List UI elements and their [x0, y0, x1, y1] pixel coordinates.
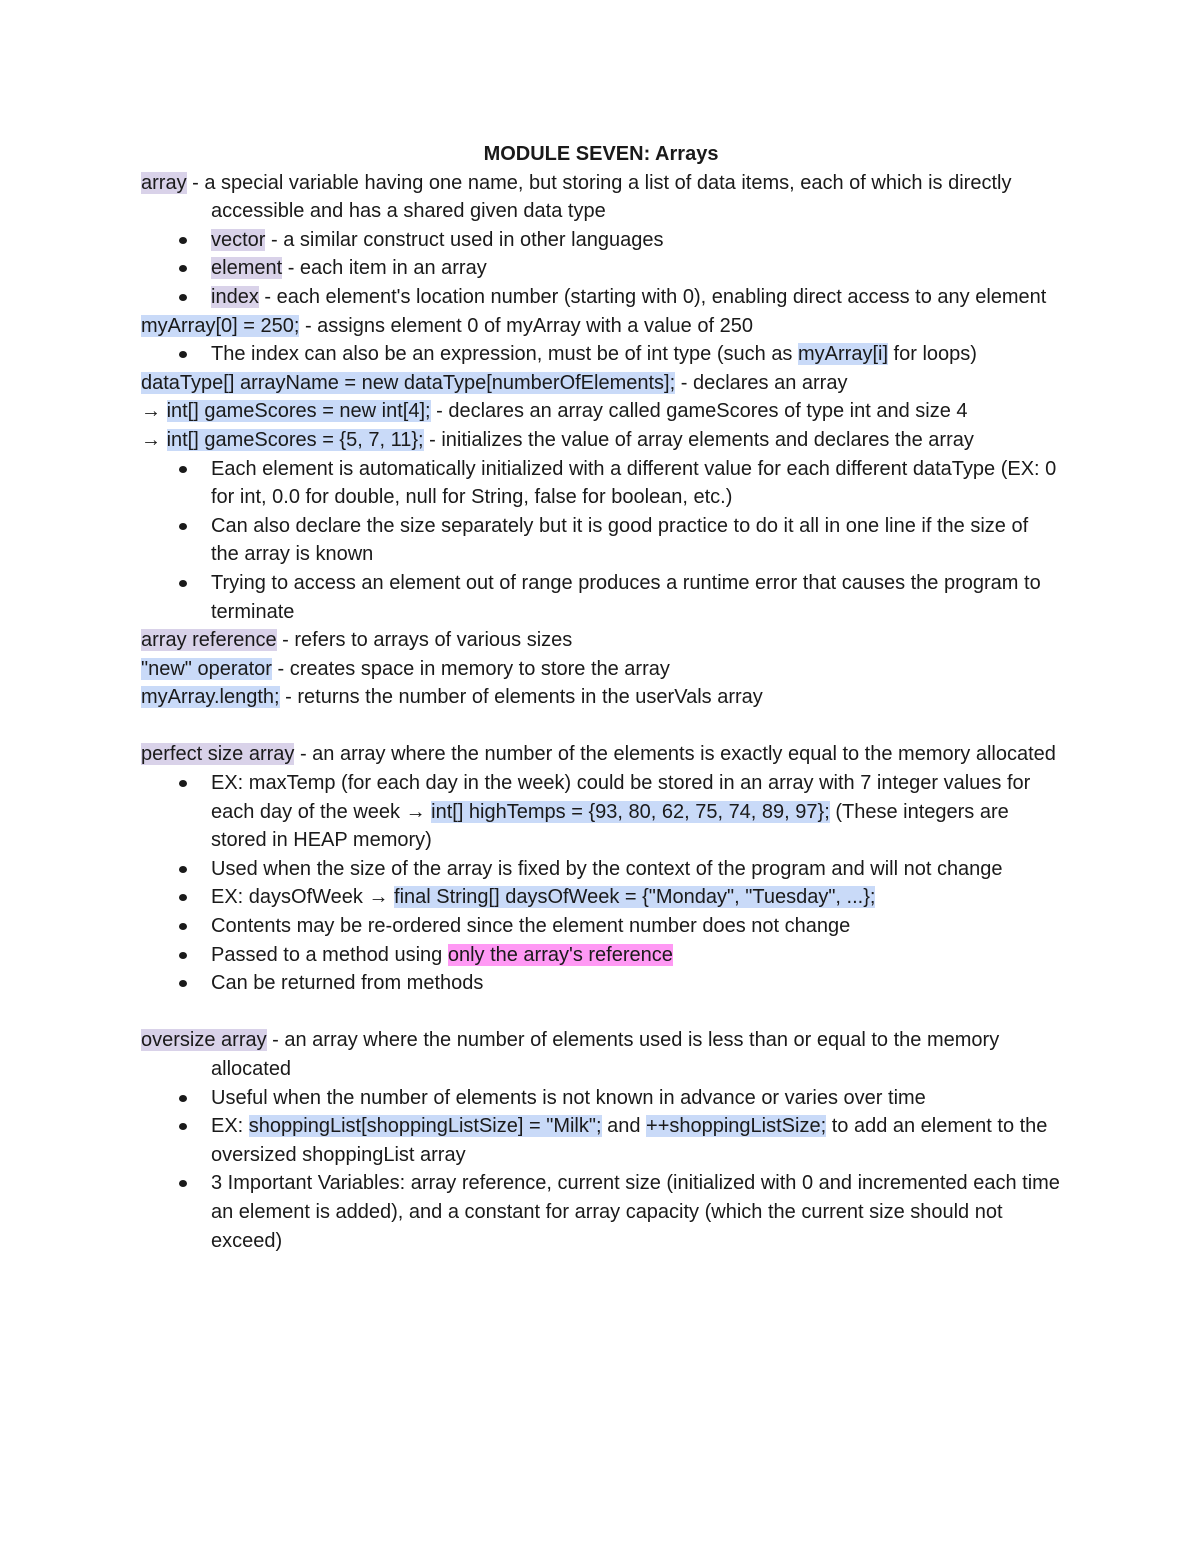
code-index-expr: myArray[i] [798, 343, 888, 366]
code-high-temps: int[] highTemps = {93, 80, 62, 75, 74, 89, 97}; [431, 800, 830, 823]
term-element: element [211, 257, 283, 280]
term-index: index [211, 285, 259, 308]
code-days-of-week: final String[] daysOfWeek = {"Monday", "Tuesday", ...}; [394, 886, 876, 909]
declare-line: dataType[] arrayName = new dataType[numberOfElements]; - declares an array [141, 371, 848, 394]
code-shopping-list: shoppingList[shoppingListSize] = "Milk"; [248, 1115, 602, 1138]
example-line-1: → int[] gameScores = new int[4]; - declares an array called gameScores of type int and size 4 [141, 400, 968, 423]
term-perfect-size-array: perfect size array [141, 743, 295, 766]
list-item: EX: daysOfWeek → final String[] daysOfWeek = {"Monday", "Tuesday", ...}; [141, 883, 1061, 912]
oversize-definition: oversize array - an array where the number of elements used is less than or equal to the memory allocated [141, 1029, 1000, 1080]
ref-line-1: array reference - refers to arrays of various sizes [141, 629, 573, 652]
perfect-bullets [141, 769, 1061, 998]
assign-line: myArray[0] = 250; - assigns element 0 of myArray with a value of 250 [141, 314, 753, 337]
list-item: Used when the size of the array is fixed by the context of the program and will not change [141, 855, 1061, 884]
code-example-1: int[] gameScores = new int[4]; [166, 400, 431, 423]
arrow-glyph: → [141, 400, 167, 423]
list-item: 3 Important Variables: array reference, current size (initialized with 0 and incremented each time an element is added), and a constant for array capacity (which the current size should not exceed) [141, 1169, 1061, 1255]
term-new-operator: "new" operator [141, 657, 272, 680]
list-item: vector - a similar construct used in other languages [141, 226, 1061, 255]
term-vector: vector [211, 228, 266, 251]
list-item: Can be returned from methods [141, 969, 1061, 998]
arrow-glyph: → [141, 428, 167, 451]
code-assign: myArray[0] = 250; [141, 314, 300, 337]
list-item: Contents may be re-ordered since the element number does not change [141, 912, 1061, 941]
document-body [141, 140, 1061, 1255]
oversize-bullets [141, 1084, 1061, 1256]
example-line-2: → int[] gameScores = {5, 7, 11}; - initializes the value of array elements and declares the array [141, 428, 974, 451]
perfect-definition: perfect size array - an array where the number of the elements is exactly equal to the memory allocated [141, 743, 1056, 766]
list-item: EX: maxTemp (for each day in the week) could be stored in an array with 7 integer values for each day of the week → int[] highTemps = {93, 80, 62, 75, 74, 89, 97}; (These integers are stored in HEAP memory) [141, 769, 1061, 855]
term-array-reference: array reference [141, 629, 277, 652]
init-bullets [141, 455, 1061, 627]
list-item: index - each element's location number (starting with 0), enabling direct access to any element [141, 283, 1061, 312]
array-bullets [141, 226, 1061, 312]
ref-line-2: "new" operator - creates space in memory to store the array [141, 657, 670, 680]
ref-line-3: myArray.length; - returns the number of elements in the userVals array [141, 686, 763, 709]
list-item: Can also declare the size separately but it is good practice to do it all in one line if the size of the array is known [141, 512, 1061, 569]
code-increment: ++shoppingListSize; [646, 1115, 827, 1138]
code-length: myArray.length; [141, 686, 280, 709]
assign-bullets [141, 340, 1061, 369]
emphasis-reference: only the array's reference [447, 943, 673, 966]
spacer [141, 712, 1061, 741]
array-definition: array - a special variable having one name, but storing a list of data items, each of which is directly accessible and has a shared given data type [141, 171, 1012, 223]
code-declare: dataType[] arrayName = new dataType[numberOfElements]; [141, 371, 676, 394]
list-item: Passed to a method using only the array's reference [141, 941, 1061, 970]
code-example-2: int[] gameScores = {5, 7, 11}; [166, 428, 424, 451]
term-array: array [141, 171, 187, 194]
list-item: Each element is automatically initialized with a different value for each different dataType (EX: 0 for int, 0.0 for double, null for String, false for boolean, etc.) [141, 455, 1061, 512]
spacer [141, 998, 1061, 1027]
page-title: MODULE SEVEN: Arrays [483, 143, 719, 165]
list-item: Trying to access an element out of range produces a runtime error that causes the program to terminate [141, 569, 1061, 626]
term-oversize-array: oversize array [141, 1029, 267, 1052]
list-item: The index can also be an expression, must be of int type (such as myArray[i] for loops) [141, 340, 1061, 369]
list-item: Useful when the number of elements is not known in advance or varies over time [141, 1084, 1061, 1113]
list-item: EX: shoppingList[shoppingListSize] = "Milk"; and ++shoppingListSize; to add an element to the oversized shoppingList array [141, 1112, 1061, 1169]
list-item: element - each item in an array [141, 254, 1061, 283]
